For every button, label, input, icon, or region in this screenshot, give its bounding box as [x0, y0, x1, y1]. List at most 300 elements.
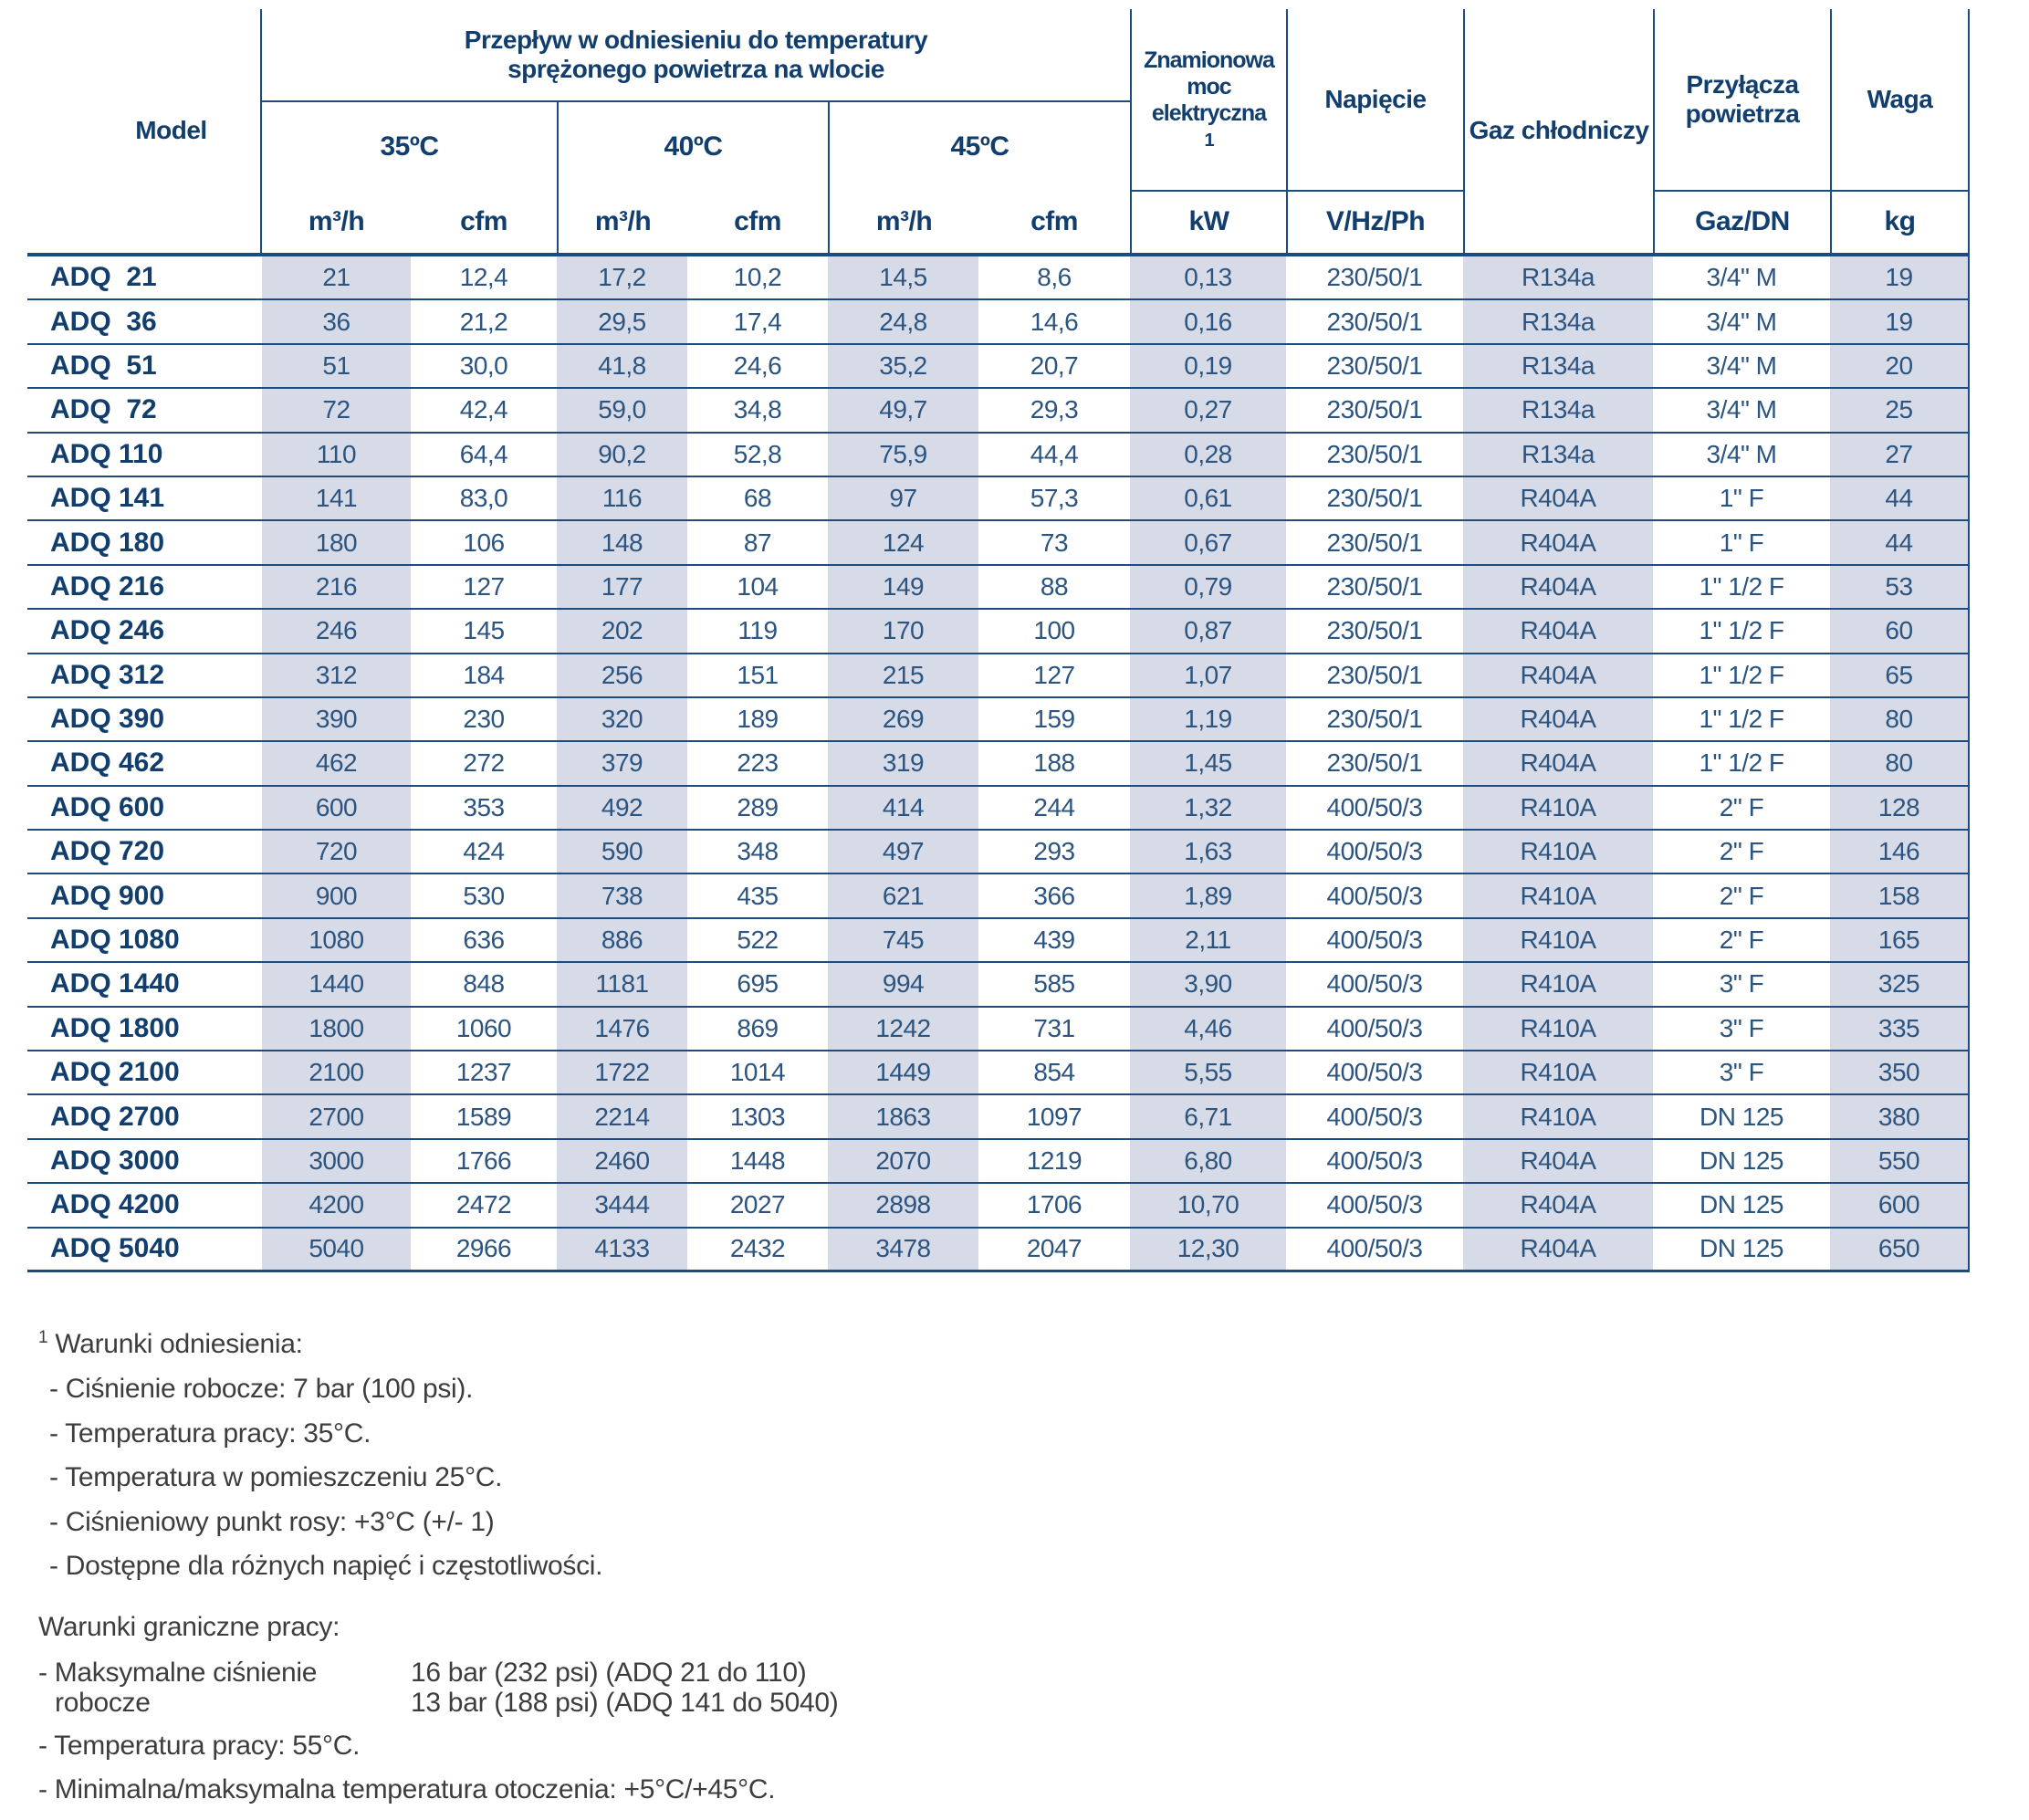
cell-m3h-45: 497 [828, 831, 978, 873]
table-row [27, 610, 1970, 654]
cell-m3h-35: 1080 [262, 919, 411, 961]
cell-refrigerant-gas: R404A [1463, 477, 1653, 519]
cell-power-kw: 2,11 [1130, 919, 1286, 961]
cell-weight: 146 [1830, 831, 1970, 873]
cell-m3h-40: 1722 [557, 1051, 687, 1093]
cell-cfm-35: 83,0 [459, 484, 508, 513]
cell-m3h-35: 390 [262, 698, 411, 740]
cell-power-kw: 3,90 [1130, 963, 1286, 1005]
cell-weight: 650 [1830, 1229, 1970, 1270]
footnotes [38, 1328, 1499, 1820]
cell-m3h-40: 2214 [557, 1095, 687, 1137]
cell-weight: 44 [1830, 477, 1970, 519]
table-row [27, 256, 1970, 300]
cell-m3h-40: 148 [557, 521, 687, 563]
table-row [27, 654, 1970, 698]
cell-cfm-40: 869 [737, 1013, 779, 1042]
cell-m3h-35: 180 [262, 521, 411, 563]
table-row [27, 389, 1970, 433]
cell-m3h-45: 414 [828, 787, 978, 829]
cell-m3h-45: 269 [828, 698, 978, 740]
table-row [27, 787, 1970, 831]
reference-item: - Temperatura pracy: 35°C. [49, 1417, 371, 1449]
cell-air-connection: 1" 1/2 F [1699, 660, 1784, 689]
cell-voltage: 400/50/3 [1326, 1234, 1423, 1263]
cell-m3h-35: 141 [262, 477, 411, 519]
cell-refrigerant-gas: R134a [1463, 300, 1653, 342]
cell-m3h-40: 17,2 [557, 256, 687, 298]
cell-m3h-45: 1863 [828, 1095, 978, 1137]
cell-voltage: 400/50/3 [1326, 881, 1423, 910]
cell-m3h-40: 256 [557, 654, 687, 696]
cell-refrigerant-gas: R134a [1463, 434, 1653, 476]
cell-refrigerant-gas: R404A [1463, 742, 1653, 784]
cell-cfm-45: 29,3 [1030, 395, 1079, 424]
max-working-pressure [38, 1658, 1499, 1718]
cell-refrigerant-gas: R404A [1463, 698, 1653, 740]
cell-cfm-40: 87 [743, 528, 772, 557]
cell-model: ADQ 900 [50, 880, 165, 911]
cell-m3h-40: 29,5 [557, 300, 687, 342]
unit-gaz-dn: Gaz/DN [1653, 192, 1830, 253]
cell-cfm-35: 42,4 [459, 395, 508, 424]
cell-cfm-45: 57,3 [1030, 484, 1079, 513]
cell-m3h-40: 59,0 [557, 389, 687, 431]
cell-cfm-35: 272 [463, 748, 505, 778]
cell-power-kw: 0,79 [1130, 566, 1286, 608]
cell-air-connection: 2" F [1719, 926, 1764, 955]
cell-cfm-35: 230 [463, 705, 505, 734]
header-flow-title [262, 9, 1130, 102]
cell-cfm-40: 289 [737, 792, 779, 821]
cell-m3h-35: 462 [262, 742, 411, 784]
cell-air-connection: 1" 1/2 F [1699, 748, 1784, 778]
cell-air-connection: 2" F [1719, 792, 1764, 821]
cell-model: ADQ 216 [50, 570, 165, 601]
cell-weight: 128 [1830, 787, 1970, 829]
cell-m3h-45: 75,9 [828, 434, 978, 476]
cell-m3h-45: 97 [828, 477, 978, 519]
cell-refrigerant-gas: R404A [1463, 566, 1653, 608]
cell-cfm-35: 30,0 [459, 350, 508, 380]
cell-cfm-40: 189 [737, 705, 779, 734]
table-row [27, 1140, 1970, 1184]
cell-model: ADQ 141 [50, 483, 165, 514]
cell-cfm-40: 522 [737, 926, 779, 955]
unit-kw: kW [1130, 192, 1286, 253]
cell-m3h-45: 14,5 [828, 256, 978, 298]
cell-model: ADQ 600 [50, 791, 165, 822]
header-temp-45: 45ºC [828, 102, 1130, 192]
max-working-pressure-label-line2: robocze [55, 1687, 151, 1718]
cell-voltage: 230/50/1 [1326, 705, 1423, 734]
header-temp-40: 40ºC [557, 102, 828, 192]
cell-power-kw: 0,61 [1130, 477, 1286, 519]
cell-refrigerant-gas: R410A [1463, 919, 1653, 961]
cell-air-connection: 1" 1/2 F [1699, 571, 1784, 601]
cell-m3h-45: 24,8 [828, 300, 978, 342]
cell-cfm-40: 10,2 [733, 263, 782, 292]
header-weight: Waga [1830, 9, 1970, 192]
spec-table [27, 9, 1970, 1272]
cell-refrigerant-gas: R134a [1463, 256, 1653, 298]
cell-weight: 44 [1830, 521, 1970, 563]
table-row [27, 1008, 1970, 1051]
cell-m3h-45: 745 [828, 919, 978, 961]
cell-air-connection: 3" F [1719, 1013, 1764, 1042]
cell-weight: 600 [1830, 1184, 1970, 1226]
cell-m3h-45: 35,2 [828, 345, 978, 387]
table-row [27, 345, 1970, 389]
cell-m3h-35: 600 [262, 787, 411, 829]
unit-cfm-45: cfm [1030, 206, 1078, 237]
cell-refrigerant-gas: R410A [1463, 787, 1653, 829]
max-working-pressure-values [411, 1658, 838, 1718]
cell-weight: 27 [1830, 434, 1970, 476]
cell-model: ADQ 110 [50, 438, 163, 469]
cell-m3h-40: 379 [557, 742, 687, 784]
cell-air-connection: 3" F [1719, 969, 1764, 999]
cell-cfm-35: 636 [463, 926, 505, 955]
cell-m3h-40: 4133 [557, 1229, 687, 1270]
unit-m3h-35: m³/h [308, 206, 365, 237]
cell-weight: 60 [1830, 610, 1970, 652]
cell-cfm-35: 2472 [455, 1190, 512, 1219]
cell-voltage: 230/50/1 [1326, 484, 1423, 513]
cell-m3h-45: 215 [828, 654, 978, 696]
footnote-marker: 1 [38, 1328, 48, 1347]
cell-weight: 335 [1830, 1008, 1970, 1050]
table-row [27, 698, 1970, 742]
cell-power-kw: 4,46 [1130, 1008, 1286, 1050]
cell-cfm-35: 2966 [455, 1234, 512, 1263]
table-row [27, 742, 1970, 786]
cell-cfm-40: 151 [737, 660, 779, 689]
cell-m3h-45: 2898 [828, 1184, 978, 1226]
cell-voltage: 230/50/1 [1326, 263, 1423, 292]
cell-m3h-45: 1242 [828, 1008, 978, 1050]
cell-refrigerant-gas: R404A [1463, 610, 1653, 652]
cell-voltage: 230/50/1 [1326, 307, 1423, 336]
cell-air-connection: DN 125 [1700, 1146, 1783, 1175]
cell-power-kw: 6,71 [1130, 1095, 1286, 1137]
cell-weight: 325 [1830, 963, 1970, 1005]
cell-power-kw: 1,07 [1130, 654, 1286, 696]
cell-m3h-35: 2700 [262, 1095, 411, 1137]
cell-cfm-40: 104 [737, 571, 779, 601]
table-row [27, 300, 1970, 344]
cell-air-connection: DN 125 [1700, 1102, 1783, 1131]
cell-refrigerant-gas: R134a [1463, 389, 1653, 431]
cell-cfm-40: 119 [737, 616, 778, 645]
cell-model: ADQ 246 [50, 615, 165, 646]
cell-model: ADQ 2700 [50, 1101, 180, 1132]
cell-cfm-45: 731 [1033, 1013, 1075, 1042]
cell-cfm-40: 2432 [729, 1234, 786, 1263]
cell-refrigerant-gas: R404A [1463, 521, 1653, 563]
unit-m3h-45: m³/h [828, 192, 978, 253]
cell-power-kw: 0,13 [1130, 256, 1286, 298]
cell-voltage: 400/50/3 [1326, 837, 1423, 866]
cell-power-kw: 1,45 [1130, 742, 1286, 784]
cell-refrigerant-gas: R410A [1463, 1051, 1653, 1093]
cell-cfm-40: 2027 [729, 1190, 786, 1219]
rated-power-line1: Znamionowa [1144, 47, 1274, 74]
cell-cfm-45: 244 [1033, 792, 1075, 821]
cell-model: ADQ 462 [50, 748, 165, 779]
cell-cfm-40: 52,8 [733, 439, 782, 468]
cell-m3h-40: 1476 [557, 1008, 687, 1050]
cell-cfm-45: 159 [1033, 705, 1075, 734]
cell-voltage: 400/50/3 [1326, 1102, 1423, 1131]
cell-voltage: 400/50/3 [1326, 1190, 1423, 1219]
cell-air-connection: 2" F [1719, 837, 1764, 866]
cell-m3h-40: 886 [557, 919, 687, 961]
cell-m3h-40: 41,8 [557, 345, 687, 387]
cell-weight: 80 [1830, 698, 1970, 740]
cell-model: ADQ 51 [50, 350, 157, 381]
cell-m3h-35: 1440 [262, 963, 411, 1005]
unit-m3h-40: m³/h [557, 192, 687, 253]
cell-air-connection: DN 125 [1700, 1234, 1783, 1263]
cell-voltage: 400/50/3 [1326, 969, 1423, 999]
cell-air-connection: 3/4" M [1706, 395, 1777, 424]
cell-m3h-40: 492 [557, 787, 687, 829]
reference-item: - Temperatura w pomieszczeniu 25°C. [49, 1462, 503, 1492]
cell-weight: 158 [1830, 874, 1970, 916]
cell-cfm-40: 1448 [729, 1146, 786, 1175]
cell-m3h-40: 116 [557, 477, 687, 519]
cell-air-connection: 3/4" M [1706, 350, 1777, 380]
cell-voltage: 230/50/1 [1326, 528, 1423, 557]
cell-cfm-35: 64,4 [459, 439, 508, 468]
cell-voltage: 400/50/3 [1326, 792, 1423, 821]
cell-cfm-45: 127 [1033, 660, 1075, 689]
cell-cfm-35: 184 [463, 660, 505, 689]
cell-power-kw: 12,30 [1130, 1229, 1286, 1270]
cell-model: ADQ 720 [50, 836, 165, 867]
cell-weight: 20 [1830, 345, 1970, 387]
cell-cfm-35: 1060 [455, 1013, 512, 1042]
cell-cfm-45: 293 [1033, 837, 1075, 866]
cell-refrigerant-gas: R410A [1463, 874, 1653, 916]
unit-kg: kg [1830, 192, 1970, 253]
cell-m3h-40: 1181 [557, 963, 687, 1005]
cell-voltage: 230/50/1 [1326, 395, 1423, 424]
cell-refrigerant-gas: R404A [1463, 654, 1653, 696]
cell-power-kw: 1,89 [1130, 874, 1286, 916]
cell-m3h-35: 1800 [262, 1008, 411, 1050]
table-row [27, 831, 1970, 874]
cell-power-kw: 1,32 [1130, 787, 1286, 829]
cell-refrigerant-gas: R404A [1463, 1140, 1653, 1182]
table-row [27, 874, 1970, 918]
cell-power-kw: 0,28 [1130, 434, 1286, 476]
cell-voltage: 230/50/1 [1326, 350, 1423, 380]
cell-m3h-45: 621 [828, 874, 978, 916]
cell-m3h-45: 3478 [828, 1229, 978, 1270]
cell-refrigerant-gas: R410A [1463, 1095, 1653, 1137]
cell-m3h-40: 320 [557, 698, 687, 740]
cell-m3h-45: 1449 [828, 1051, 978, 1093]
cell-model: ADQ 4200 [50, 1189, 180, 1220]
cell-m3h-35: 21 [262, 256, 411, 298]
cell-cfm-35: 848 [463, 969, 505, 999]
cell-m3h-45: 49,7 [828, 389, 978, 431]
cell-weight: 25 [1830, 389, 1970, 431]
cell-model: ADQ 1800 [50, 1012, 180, 1043]
cell-refrigerant-gas: R404A [1463, 1184, 1653, 1226]
cell-cfm-45: 20,7 [1030, 350, 1079, 380]
cell-power-kw: 6,80 [1130, 1140, 1286, 1182]
cell-cfm-45: 8,6 [1037, 263, 1072, 292]
cell-voltage: 230/50/1 [1326, 616, 1423, 645]
unit-v-hz-ph: V/Hz/Ph [1286, 192, 1463, 253]
table-row [27, 919, 1970, 963]
cell-cfm-35: 1766 [455, 1146, 512, 1175]
reference-conditions-title-text: Warunki odniesienia: [55, 1329, 303, 1359]
cell-air-connection: 1" 1/2 F [1699, 705, 1784, 734]
table-row [27, 521, 1970, 565]
cell-cfm-45: 439 [1033, 926, 1075, 955]
unit-cfm-40: cfm [734, 206, 781, 237]
cell-cfm-40: 1014 [729, 1058, 786, 1087]
cell-model: ADQ 312 [50, 659, 165, 690]
cell-weight: 380 [1830, 1095, 1970, 1137]
cell-cfm-40: 435 [737, 881, 779, 910]
cell-m3h-35: 900 [262, 874, 411, 916]
cell-air-connection: 3/4" M [1706, 439, 1777, 468]
cell-weight: 53 [1830, 566, 1970, 608]
header-model: Model [27, 9, 262, 253]
max-working-pressure-label-line1: - Maksymalne ciśnienie [38, 1657, 318, 1688]
cell-power-kw: 1,63 [1130, 831, 1286, 873]
cell-m3h-40: 590 [557, 831, 687, 873]
cell-model: ADQ 1080 [50, 925, 180, 956]
cell-power-kw: 0,87 [1130, 610, 1286, 652]
cell-voltage: 400/50/3 [1326, 1058, 1423, 1087]
cell-refrigerant-gas: R410A [1463, 1008, 1653, 1050]
cell-voltage: 400/50/3 [1326, 1013, 1423, 1042]
cell-refrigerant-gas: R404A [1463, 1229, 1653, 1270]
cell-cfm-40: 17,4 [733, 307, 782, 336]
header-rated-power [1130, 9, 1286, 192]
cell-m3h-40: 90,2 [557, 434, 687, 476]
cell-cfm-35: 12,4 [459, 263, 508, 292]
cell-refrigerant-gas: R410A [1463, 831, 1653, 873]
table-header [27, 9, 1970, 256]
cell-m3h-45: 319 [828, 742, 978, 784]
cell-cfm-45: 2047 [1026, 1234, 1082, 1263]
reference-item: - Ciśnienie robocze: 7 bar (100 psi). [49, 1374, 474, 1404]
cell-cfm-40: 34,8 [733, 395, 782, 424]
header-temp-35: 35ºC [380, 131, 439, 162]
cell-power-kw: 10,70 [1130, 1184, 1286, 1226]
cell-model: ADQ 1440 [50, 968, 180, 999]
cell-voltage: 400/50/3 [1326, 926, 1423, 955]
cell-power-kw: 0,27 [1130, 389, 1286, 431]
cell-power-kw: 5,55 [1130, 1051, 1286, 1093]
table-row [27, 566, 1970, 610]
cell-air-connection: 1" F [1719, 484, 1764, 513]
cell-m3h-40: 202 [557, 610, 687, 652]
header-refrigerant-gas: Gaz chłodniczy [1463, 9, 1653, 253]
cell-m3h-40: 3444 [557, 1184, 687, 1226]
cell-cfm-35: 1589 [455, 1102, 512, 1131]
cell-m3h-35: 312 [262, 654, 411, 696]
cell-weight: 165 [1830, 919, 1970, 961]
cell-cfm-40: 695 [737, 969, 779, 999]
limit-item: - Temperatura pracy: 55°C. [38, 1730, 361, 1761]
cell-refrigerant-gas: R134a [1463, 345, 1653, 387]
cell-air-connection: 3/4" M [1706, 263, 1777, 292]
cell-m3h-35: 216 [262, 566, 411, 608]
cell-m3h-40: 738 [557, 874, 687, 916]
cell-m3h-40: 177 [557, 566, 687, 608]
cell-air-connection: 1" F [1719, 528, 1764, 557]
cell-cfm-40: 24,6 [733, 350, 782, 380]
limit-item: - Minimalna/maksymalna temperatura otoczenia: +5°C/+45°C. [38, 1774, 776, 1804]
cell-power-kw: 1,19 [1130, 698, 1286, 740]
table-row [27, 434, 1970, 477]
cell-cfm-45: 854 [1033, 1058, 1075, 1087]
cell-m3h-35: 110 [262, 434, 411, 476]
table-row [27, 1184, 1970, 1228]
cell-model: ADQ 36 [50, 306, 157, 337]
cell-m3h-45: 124 [828, 521, 978, 563]
cell-power-kw: 0,67 [1130, 521, 1286, 563]
cell-weight: 19 [1830, 256, 1970, 298]
cell-air-connection: 3" F [1719, 1058, 1764, 1087]
cell-m3h-45: 2070 [828, 1140, 978, 1182]
air-connections-line2: powietrza [1685, 99, 1800, 128]
cell-m3h-35: 3000 [262, 1140, 411, 1182]
cell-model: ADQ 21 [50, 262, 157, 293]
cell-m3h-35: 5040 [262, 1229, 411, 1270]
reference-item: - Ciśnieniowy punkt rosy: +3°C (+/- 1) [49, 1506, 495, 1537]
cell-cfm-40: 1303 [729, 1102, 786, 1131]
flow-title-line1: Przepływ w odniesieniu do temperatury [464, 25, 928, 54]
pressure-value-large-models: 13 bar (188 psi) (ADQ 141 do 5040) [411, 1687, 839, 1718]
cell-m3h-35: 246 [262, 610, 411, 652]
cell-cfm-40: 223 [737, 748, 779, 778]
cell-air-connection: DN 125 [1700, 1190, 1783, 1219]
cell-model: ADQ 180 [50, 527, 165, 558]
cell-m3h-35: 720 [262, 831, 411, 873]
cell-voltage: 400/50/3 [1326, 1146, 1423, 1175]
cell-weight: 350 [1830, 1051, 1970, 1093]
rated-power-footnote-mark: 1 [1204, 130, 1214, 151]
cell-m3h-40: 2460 [557, 1140, 687, 1182]
cell-cfm-35: 1237 [455, 1058, 512, 1087]
cell-weight: 65 [1830, 654, 1970, 696]
cell-m3h-45: 149 [828, 566, 978, 608]
cell-cfm-35: 106 [463, 528, 505, 557]
cell-cfm-35: 353 [463, 792, 505, 821]
cell-cfm-45: 100 [1033, 616, 1075, 645]
reference-item: - Dostępne dla różnych napięć i częstotliwości. [49, 1551, 603, 1581]
cell-cfm-35: 530 [463, 881, 505, 910]
cell-cfm-35: 145 [463, 616, 505, 645]
cell-model: ADQ 5040 [50, 1233, 180, 1264]
cell-cfm-45: 188 [1033, 748, 1075, 778]
cell-cfm-45: 14,6 [1030, 307, 1079, 336]
rated-power-line2: moc elektryczna [1151, 74, 1267, 126]
flow-title-line2: sprężonego powietrza na wlocie [507, 55, 884, 83]
cell-cfm-35: 424 [463, 837, 505, 866]
cell-model: ADQ 390 [50, 704, 165, 735]
cell-air-connection: 1" 1/2 F [1699, 616, 1784, 645]
